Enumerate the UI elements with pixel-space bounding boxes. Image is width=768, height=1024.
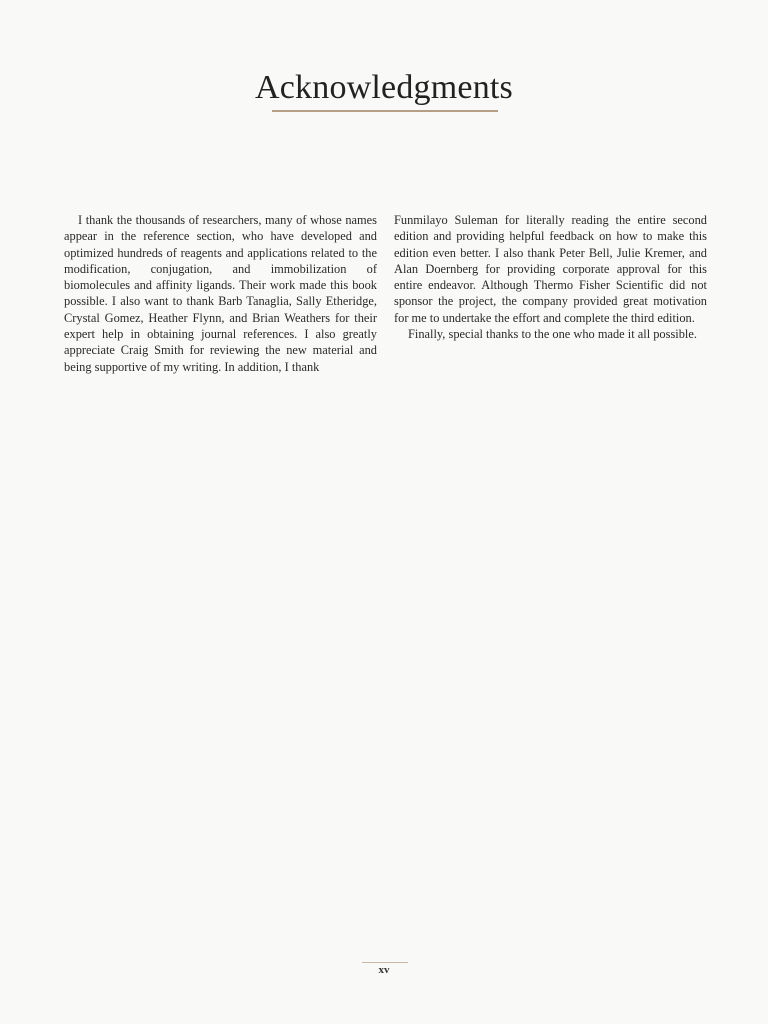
title-underline <box>272 110 498 112</box>
right-column <box>394 212 707 342</box>
acknowledgment-paragraph-continued: Funmilayo Suleman for literally reading the entire second edition and providing helpful feedback on how to make this edition even better. I also thank Peter Bell, Julie Kremer, and Alan Doernberg for providing corporate approval for this entire endeavor. Although Thermo Fisher Scientific did not sponsor the project, the company provided great motivation for me to undertake the effort and complete the third edition. <box>394 213 707 325</box>
page-title: Acknowledgments <box>255 69 513 106</box>
final-paragraph: Finally, special thanks to the one who made it all possible. <box>408 327 697 342</box>
page-number: xv <box>378 964 390 976</box>
acknowledgment-paragraph: I thank the thousands of researchers, many of whose names appear in the reference section, who have developed and optimized hundreds of reagents and applications related to the modification, conjugation, and immobilization of biomolecules and affinity ligands. Their work made this book possible. I also want to thank Barb Tanaglia, Sally Etheridge, Crystal Gomez, Heather Flynn, and Brian Weathers for their expert help in obtaining journal references. I also greatly appreciate Craig Smith for reviewing the new material and being supportive of my writing. In addition, I thank <box>64 213 377 374</box>
footer-rule <box>362 962 408 963</box>
left-column <box>64 212 377 375</box>
